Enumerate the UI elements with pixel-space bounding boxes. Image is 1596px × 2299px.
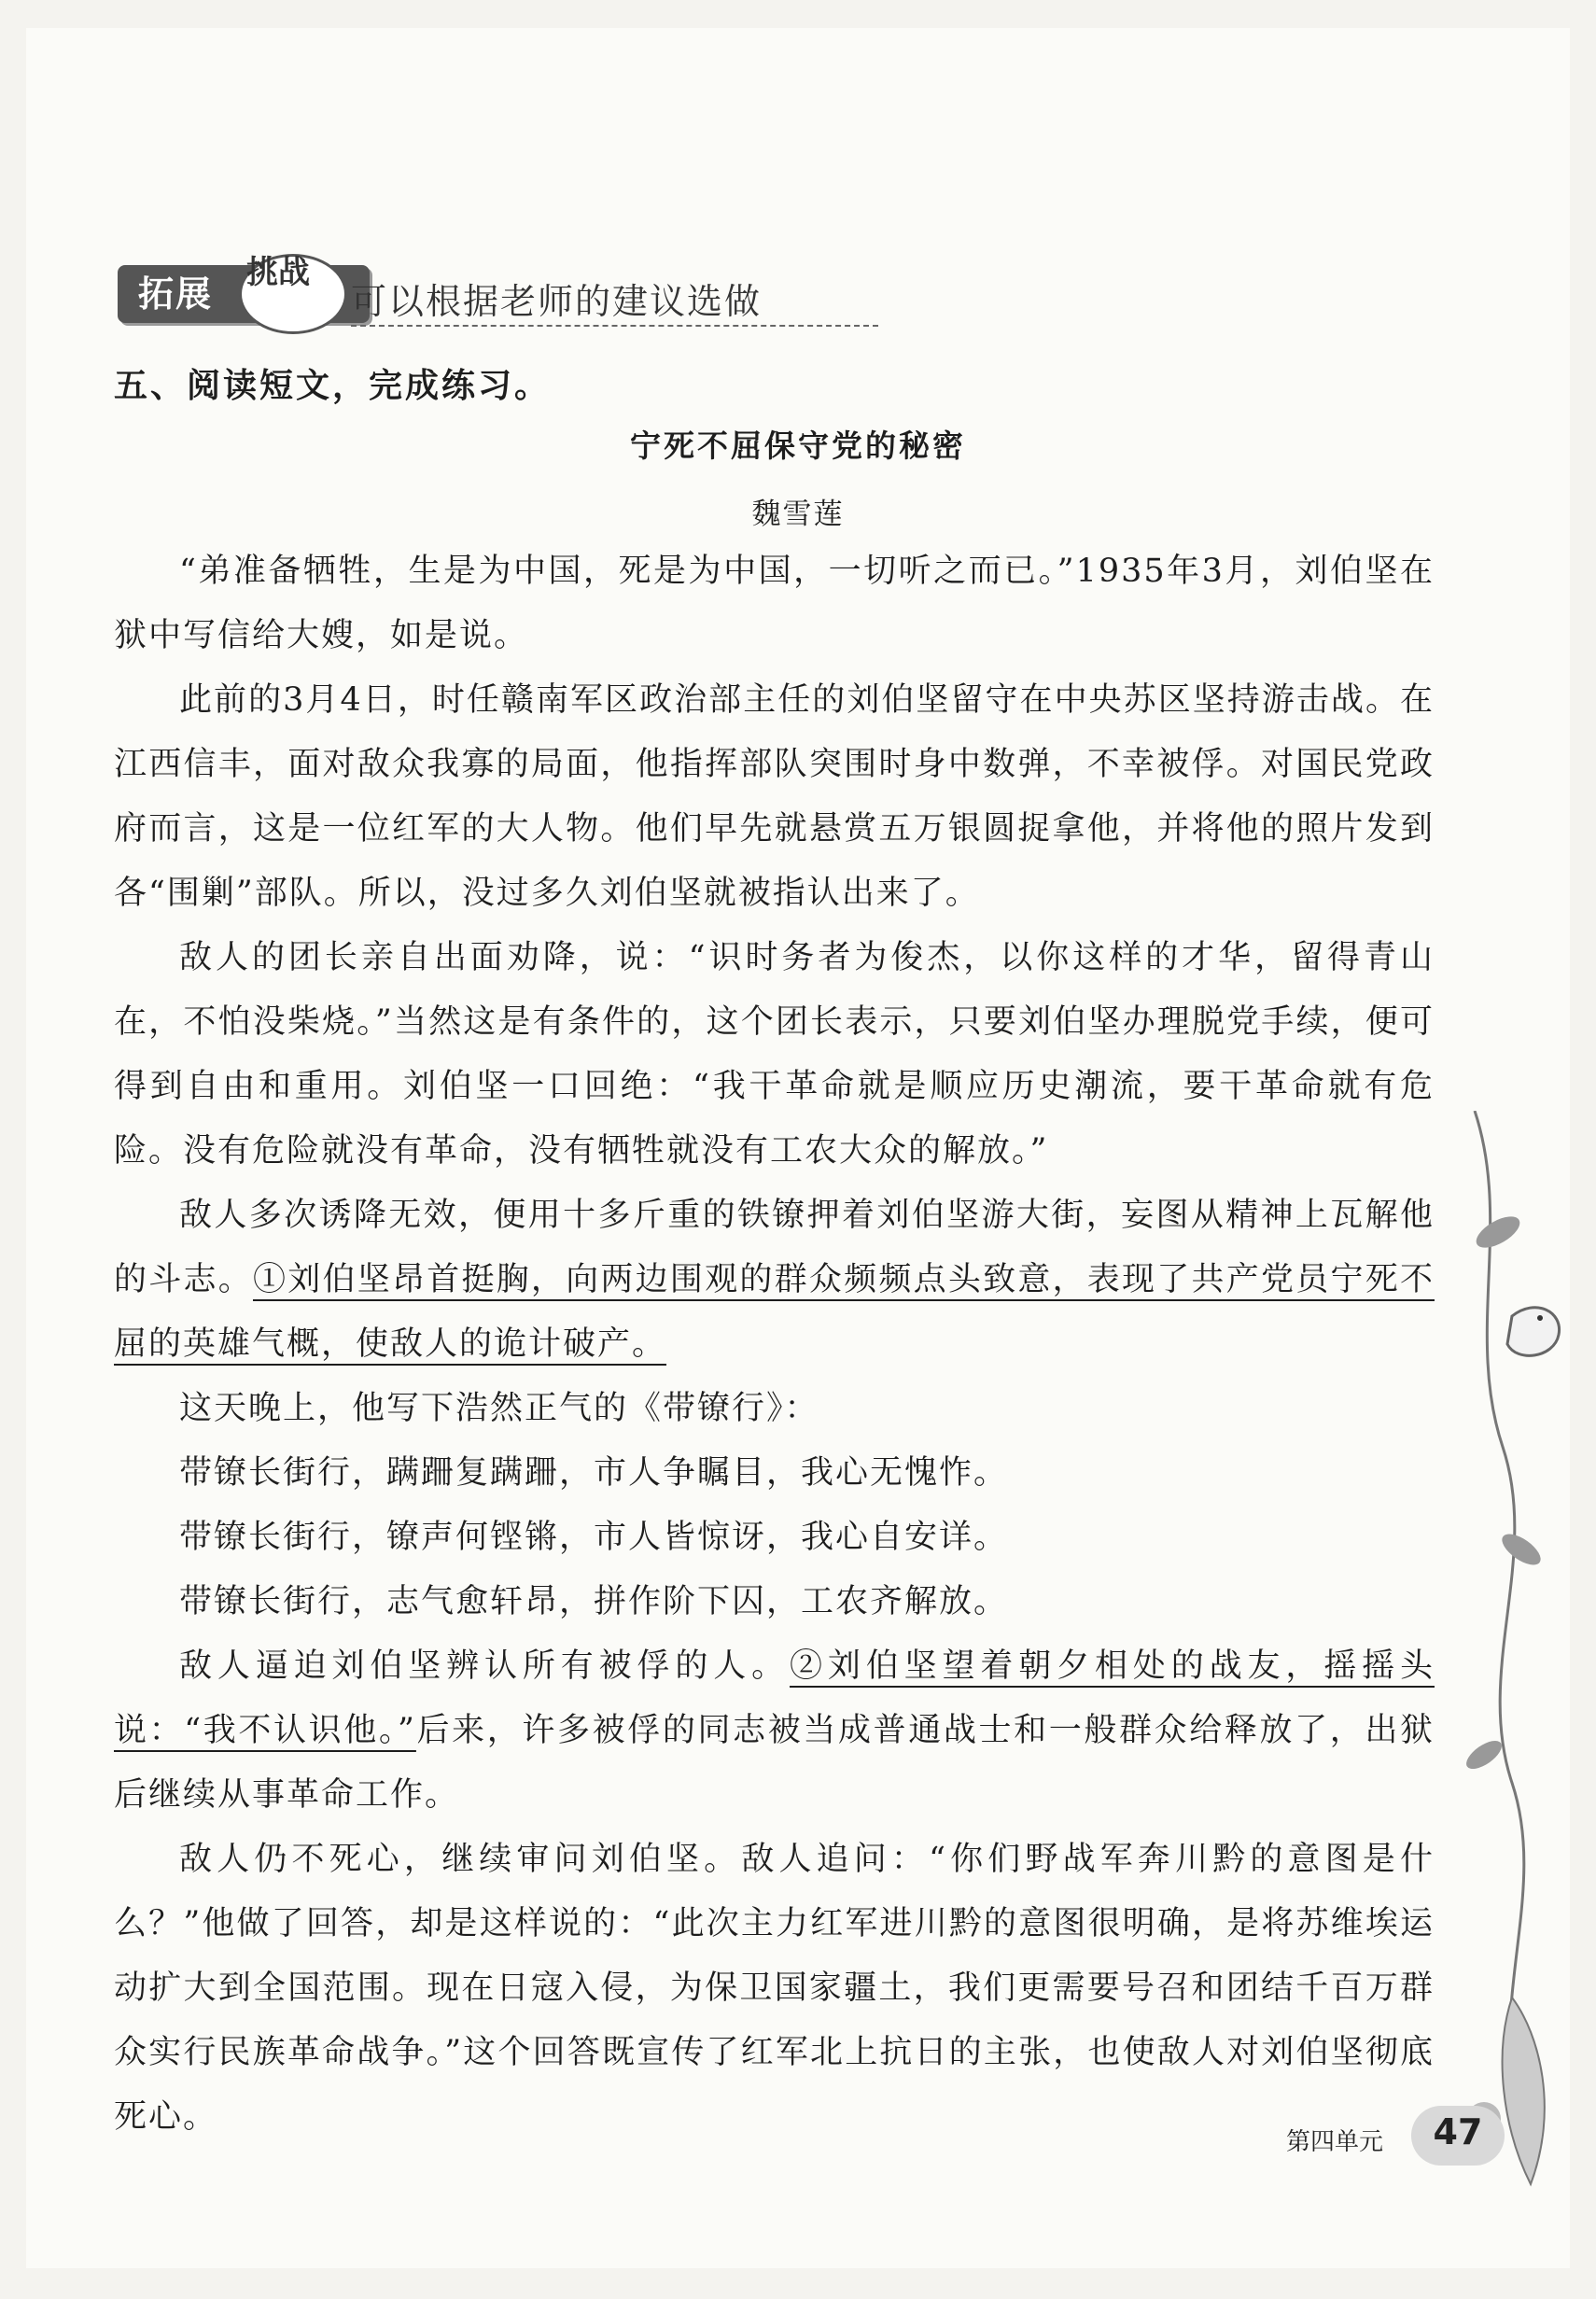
badge-label: 挑战 [246,254,310,291]
paragraph-6-text: 敌人逼迫刘伯坚辨认所有被俘的人。 [179,1647,790,1685]
underlined-sentence-2: ②刘伯坚望着朝夕相处的战友，摇摇头说：“我不认识他。” [114,1647,1435,1749]
article-title: 宁死不屈保守党的秘密 [630,428,966,464]
section-title: 五、阅读短文，完成练习。 [114,367,552,405]
underlined-sentence-1: ①刘伯坚昂首挺胸，向两边围观的群众频频点头致意，表现了共产党员宁死不屈的英雄气概，使敌人的诡计破产。 [114,1261,1435,1363]
paragraph-5: 这天晚上，他写下浩然正气的《带镣行》： [179,1390,819,1427]
page-number: 47 [1433,2111,1483,2152]
paragraph-1: “弟准备牺牲，生是为中国，死是为中国，一切听之而已。”1935年3月，刘伯坚在狱中写信给大嫂，如是说。 [114,553,1435,654]
paragraph-2: 此前的3月4日，时任赣南军区政治部主任的刘伯坚留守在中央苏区坚持游击战。在江西信丰，面对敌众我寡的局面，他指挥部队突围时身中数弹，不幸被俘。对国民党政府而言，这是一位红军的大人物。他们早先就悬赏五万银圆捉拿他，并将他的照片发到各“围剿”部队。所以，没过多久刘伯坚就被指认出来了。 [114,681,1435,912]
poem-line-1: 带镣长街行，蹒跚复蹒跚，市人争瞩目，我心无愧怍。 [179,1454,1009,1492]
article-body [114,540,1435,2150]
unit-label: 第四单元 [1286,2128,1384,2156]
paragraph-7: 敌人仍不死心，继续审问刘伯坚。敌人追问：“你们野战军奔川黔的意图是什么？”他做了回答，却是这样说的：“此次主力红军进川黔的意图很明确，是将苏维埃运动扩大到全国范围。现在日寇入侵，为保卫国家疆土，我们更需要号召和团结千百万群众实行民族革命战争。”这个回答既宣传了红军北上抗日的主张，也使敌人对刘伯坚彻底死心。 [114,1841,1435,2136]
poem-line-2: 带镣长街行，镣声何铿锵，市人皆惊讶，我心自安详。 [179,1519,1009,1556]
paragraph-6-continuation: 后来，许多被俘的同志被当成普通战士和一般群众给释放了，出狱后继续从事革命工作。 [114,1712,1435,1814]
paragraph-4 [114,1184,1435,1377]
paragraph-3: 敌人的团长亲自出面劝降，说：“识时务者为俊杰，以你这样的才华，留得青山在，不怕没柴烧。”当然这是有条件的，这个团长表示，只要刘伯坚办理脱党手续，便可得到自由和重用。刘伯坚一口回绝：“我干革命就是顺应历史潮流，要干革命就有危险。没有危险就没有革命，没有牺牲就没有工农大众的解放。” [114,939,1435,1170]
vine-decoration-icon [1456,1111,1577,2231]
paragraph-6 [114,1634,1435,1828]
banner-label: 拓展 [138,273,214,315]
article-author: 魏雪莲 [751,498,845,531]
challenge-banner [118,254,771,332]
banner-divider [351,325,878,327]
paragraph-4-text: 敌人多次诱降无效，便用十多斤重的铁镣押着刘伯坚游大街，妄图从精神上瓦解他的斗志。 [114,1197,1435,1298]
banner-note: 可以根据老师的建议选做 [351,281,763,322]
poem-line-3: 带镣长街行，志气愈轩昂，拼作阶下囚，工农齐解放。 [179,1583,1009,1620]
